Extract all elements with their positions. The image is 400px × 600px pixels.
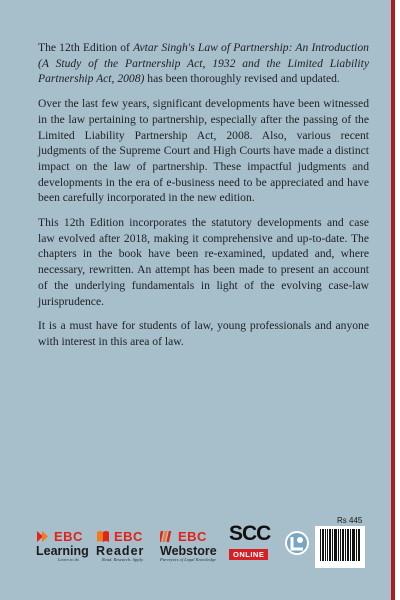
ebc-brand: EBC	[178, 528, 207, 544]
ebc-brand: EBC	[114, 528, 143, 544]
book-title: Avtar Singh's Law of Partnership: An Introduction (A Study of the Partnership Act, 1932 and the Limited Liability Partnership Act, 2008)	[38, 41, 369, 86]
scc-online-label: ONLINE	[229, 549, 268, 560]
ebc-webstore-name: Webstore	[160, 544, 217, 558]
ebc-webstore-logo	[160, 527, 217, 562]
blurb-paragraph-4: It is a must have for students of law, young professionals and anyone with interest in this area of law.	[38, 319, 369, 348]
ebc-learning-tagline: Learn to do	[58, 557, 80, 562]
ebc-reader-name: Reader	[96, 544, 145, 558]
spine-stripe	[391, 0, 395, 600]
ebc-learning-name: Learning	[36, 544, 89, 558]
ebc-webstore-tagline: Purveyors of Legal Knowledge	[160, 557, 216, 562]
cover-edge	[391, 0, 400, 600]
ebc-reader-tagline: Read. Research. Apply.	[102, 557, 144, 562]
blurb-paragraph-3: This 12th Edition incorporates the statutory developments and case law evolved after 2018, making it comprehensive and up-to-date. The chapters in the book have been re-examined, updated and, where necessary, rewritten. An attempt has been made to present an account of the underlying fundamentals in light of the evolving case-law jurisprudence.	[38, 216, 369, 308]
blurb-paragraph-2: Over the last few years, significant developments have been witnessed in the law pertaining to partnership, especially after the passing of the Limited Liability Partnership Act, 2008. Also, various recent judgments of the Supreme Court and High Courts have made a distinct impact on the law of partnership. These impactful judgments and developments in the era of e-business need to be appreciated and have been carefully incorporated in the new edition.	[38, 97, 369, 205]
barcode-icon	[315, 526, 365, 568]
ebc-reader-icon	[96, 530, 110, 543]
ebc-brand: EBC	[54, 528, 83, 544]
ebc-webstore-icon	[160, 530, 174, 543]
ebc-learning-icon	[36, 530, 50, 543]
price-label: Rs 445	[337, 516, 363, 525]
ebc-learning-logo	[36, 527, 89, 562]
emblem-icon	[284, 530, 310, 556]
intro-text: The 12th Edition of	[38, 41, 134, 54]
blurb-paragraph-1	[38, 40, 369, 87]
ebc-reader-logo	[96, 527, 144, 562]
scc-brand: SCC	[229, 522, 271, 545]
blurb-text	[38, 40, 369, 359]
intro-text-end: has been thoroughly revised and updated.	[144, 72, 340, 86]
scc-online-logo	[229, 524, 270, 562]
